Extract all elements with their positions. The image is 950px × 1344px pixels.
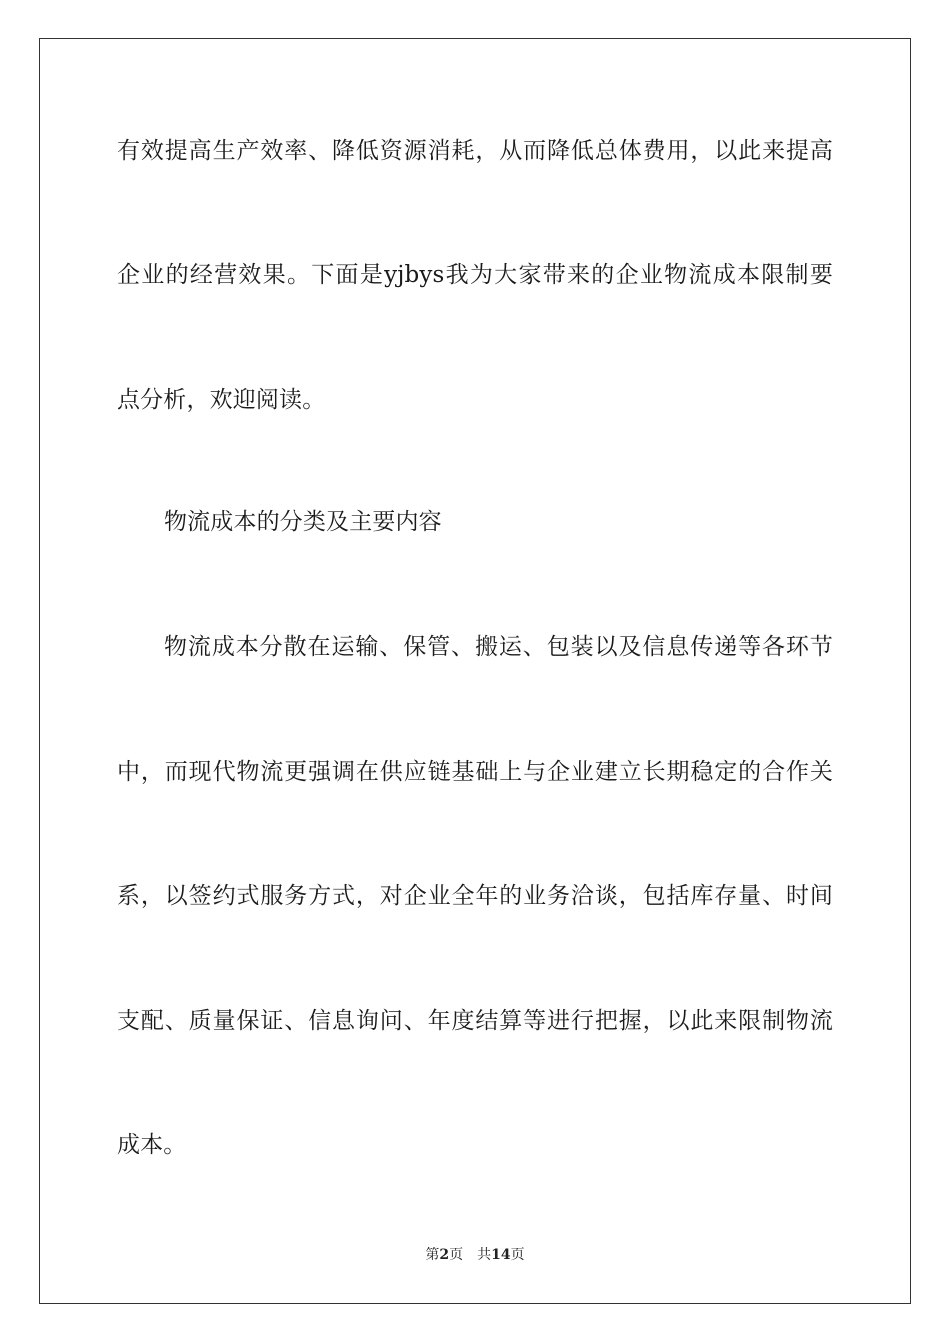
paragraph-1-line-3: 点分析，欢迎阅读。 — [117, 387, 326, 413]
paragraph-3-line-4: 支配、质量保证、信息询问、年度结算等进行把握，以此来限制物流 — [117, 1008, 833, 1034]
paragraph-3-line-3: 系，以签约式服务方式，对企业全年的业务洽谈，包括库存量、时间 — [117, 883, 833, 909]
current-page-number: 2 — [439, 1247, 450, 1263]
page-footer — [0, 1245, 950, 1265]
paragraph-3-line-2: 中，而现代物流更强调在供应链基础上与企业建立长期稳定的合作关 — [117, 759, 833, 785]
paragraph-1-line-1: 有效提高生产效率、降低资源消耗，从而降低总体费用，以此来提高 — [117, 138, 833, 164]
section-heading: 物流成本的分类及主要内容 — [164, 509, 442, 535]
page-prefix: 第 — [425, 1247, 440, 1263]
total-suffix: 页 — [510, 1247, 525, 1263]
page-suffix: 页 — [449, 1247, 464, 1263]
paragraph-3-line-5: 成本。 — [117, 1132, 187, 1158]
total-prefix: 共 — [477, 1247, 492, 1263]
total-page-count: 14 — [491, 1247, 511, 1263]
paragraph-3-line-1: 物流成本分散在运输、保管、搬运、包装以及信息传递等各环节 — [164, 634, 833, 660]
page-border — [39, 38, 911, 1304]
paragraph-1-line-2: 企业的经营效果。下面是yjbys我为大家带来的企业物流成本限制要 — [117, 262, 833, 288]
